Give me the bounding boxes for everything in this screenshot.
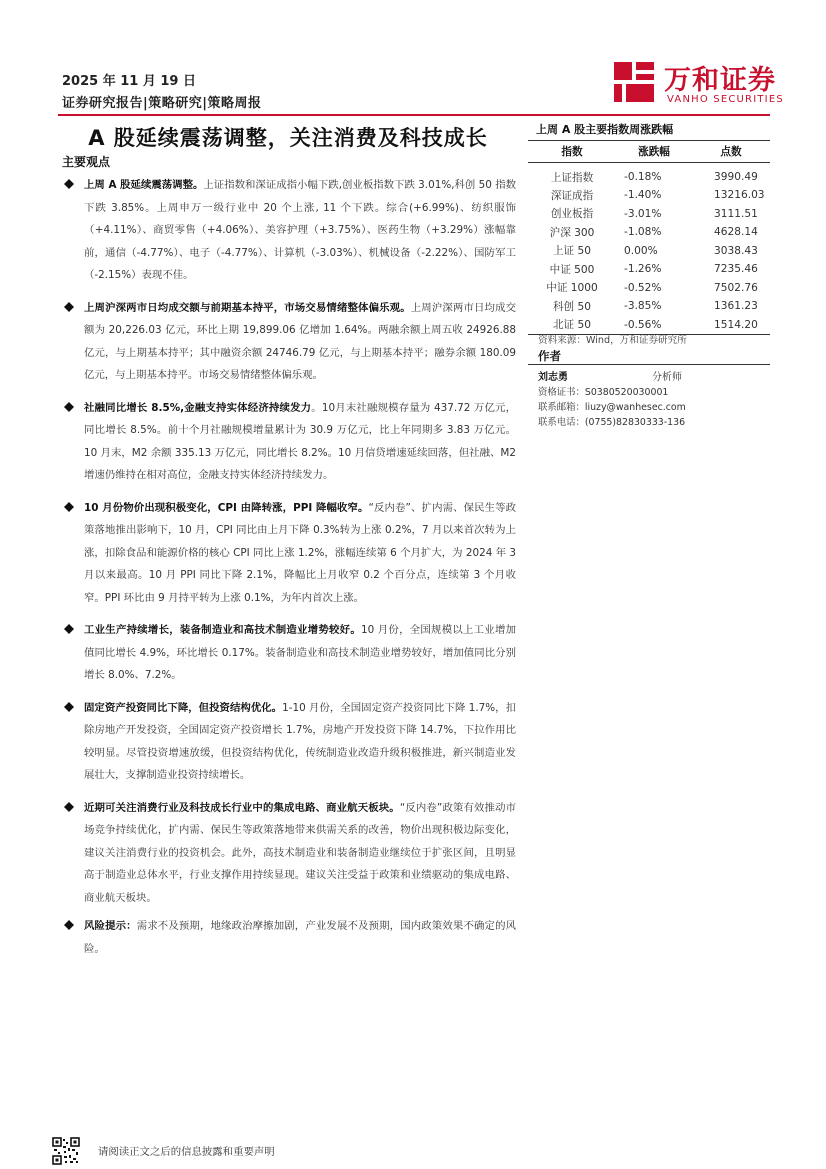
table-row xyxy=(528,242,770,261)
main-point-body: 10 月份，全国规模以上工业增加值同比增长 4.9%，环比增长 0.17%。装备制造业和高技术制造业增势较好，增加值同比分别增长 8.0%、7.2%。 xyxy=(84,624,516,681)
table-cell: 创业板指 xyxy=(550,208,594,221)
risk-warning-heading: 风险提示： xyxy=(84,920,137,932)
diamond-bullet-icon xyxy=(64,179,74,189)
diamond-bullet-icon xyxy=(64,502,74,512)
table-row xyxy=(528,223,770,242)
table-cell: 中证 1000 xyxy=(546,282,598,295)
table-cell: 7235.46 xyxy=(714,263,758,276)
table-cell: 13216.03 xyxy=(714,189,765,202)
section-label-main-points: 主要观点 xyxy=(62,155,111,169)
table-cell: -1.26% xyxy=(624,263,662,276)
diamond-bullet-icon xyxy=(64,702,74,712)
table-cell: 3038.43 xyxy=(714,244,758,257)
table-cell: -0.52% xyxy=(624,281,662,294)
diamond-bullet-icon xyxy=(64,802,74,812)
main-point-heading: 上周 A 股延续震荡调整。 xyxy=(84,179,204,191)
table-cell: 科创 50 xyxy=(552,300,592,313)
column-header-points: 点数 xyxy=(692,142,770,162)
report-type: 证券研究报告|策略研究|策略周报 xyxy=(62,96,262,111)
main-point-heading: 固定资产投资同比下降，但投资结构优化。 xyxy=(84,701,283,714)
header-divider xyxy=(58,114,770,116)
main-point-item xyxy=(62,397,516,487)
main-point-body: 。10月末社融规模存量为 437.72 万亿元，同比增长 8.5%。前十个月社融规模增量累计为 30.9 万亿元，比上年同期多 3.83 万亿元。10 月末，M2 余额 335.13 万亿元，同比增长 8.2%。10 月信贷增速延续回落，但社融、M2 增速仍维持在相对高位，金融支持实体经济持续发力。 xyxy=(84,401,516,481)
main-point-heading: 社融同比增长 8.5%,金融支持实体经济持续发力 xyxy=(84,401,312,414)
diamond-bullet-icon xyxy=(64,624,74,634)
author-section-title: 作者 xyxy=(528,348,770,365)
column-header-index: 指数 xyxy=(528,142,616,162)
company-logo xyxy=(610,56,784,112)
table-cell: -0.56% xyxy=(616,316,692,335)
table-cell: 深证成指 xyxy=(550,189,594,202)
author-email[interactable]: 联系邮箱：liuzy@wanhesec.com xyxy=(538,402,686,413)
table-row xyxy=(528,205,770,224)
table-cell: 北证 50 xyxy=(528,316,616,335)
main-point-heading: 上周沪深两市日均成交额与前期基本持平，市场交易情绪整体偏乐观。 xyxy=(84,301,411,314)
table-row xyxy=(528,186,770,205)
risk-warning-body: 需求不及预期，地缘政治摩擦加剧，产业发展不及预期，国内政策效果不确定的风险。 xyxy=(84,920,516,955)
main-point-item xyxy=(62,497,516,610)
author-certificate: 资格证书：S0380520030001 xyxy=(538,387,669,398)
author-role: 分析师 xyxy=(652,372,682,383)
main-point-item xyxy=(62,174,516,287)
main-point-body: 上周沪深两市日均成交额为 20,226.03 亿元，环比上期 19,899.06 亿增加 1.64%。两融余额上周五收 24926.88 亿元，与上期基本持平；其中融资余额 24746.79 亿元，与上期基本持平；融券余额 180.09 亿元，与上期基本持平。市场交易情绪整体偏乐观。 xyxy=(84,301,517,381)
main-point-body: 1-10 月份，全国固定资产投资同比下降 1.7%，扣除房地产开发投资，全国固定资产投资增长 1.7%，房地产开发投资下降 14.7%，下拉作用比较明显。尽管投资增速放缓，但投资结构优化，传统制造业改造升级积极推进，新兴制造业发展壮大，支撑制造业投资持续增长。 xyxy=(84,701,516,781)
table-cell: 1361.23 xyxy=(714,300,758,313)
table-cell: 沪深 300 xyxy=(549,226,595,239)
main-point-item xyxy=(62,619,516,687)
table-cell: 3990.49 xyxy=(714,171,758,184)
author-phone: 联系电话：(0755)82830333-136 xyxy=(538,417,686,428)
main-point-body: 上证指数和深证成指小幅下跌,创业板指数下跌 3.01%,科创 50 指数下跌 3.85%。上周申万一级行业中 20 个上涨, 11 个下跌。综合(+6.99%)、纺织服饰（+4.11%）、商贸零售（+4.06%）、美容护理（+3.75%）、医药生物（+3.29%）涨幅靠前，通信（-4.77%）、电子（-4.77%）、计算机（-3.03%）、机械设备（-2.22%）、国防军工（-2.15%）表现不佳。 xyxy=(84,179,516,281)
report-title: A 股延续震荡调整，关注消费及科技成长 xyxy=(88,126,488,150)
logo-name-en: VANHO SECURITIES xyxy=(667,94,784,105)
vanho-logo-icon xyxy=(610,58,658,106)
table-cell: 3111.51 xyxy=(714,207,758,220)
main-point-heading: 近期可关注消费行业及科技成长行业中的集成电路、商业航天板块。 xyxy=(84,801,400,814)
table-cell: -0.18% xyxy=(624,171,662,184)
main-points-list xyxy=(62,174,516,960)
table-cell: 4628.14 xyxy=(714,226,758,239)
main-point-item xyxy=(62,297,516,387)
table-source-note: 资料来源：Wind，万和证券研究所 xyxy=(538,335,687,346)
table-row xyxy=(528,162,770,186)
main-point-heading: 工业生产持续增长，装备制造业和高技术制造业增势较好。 xyxy=(84,624,361,636)
main-point-item xyxy=(62,915,516,960)
table-cell: 中证 500 xyxy=(549,263,595,276)
index-table-title: 上周 A 股主要指数周涨跌幅 xyxy=(528,121,770,141)
main-point-item xyxy=(62,797,516,910)
table-cell: 上证 50 xyxy=(552,245,592,258)
diamond-bullet-icon xyxy=(64,402,74,412)
main-point-item xyxy=(62,697,516,787)
table-cell: 0.00% xyxy=(624,244,658,257)
main-point-heading: 10 月份物价出现积极变化，CPI 由降转涨，PPI 降幅收窄。 xyxy=(84,501,369,514)
table-row xyxy=(528,260,770,279)
table-cell: -1.40% xyxy=(624,189,662,202)
table-row xyxy=(528,279,770,298)
table-cell: -1.08% xyxy=(624,226,662,239)
main-point-body: “反内卷”政策有效推动市场竞争持续优化，扩内需、保民生等政策落地带来供需关系的改善，物价出现积极边际变化，建议关注消费行业的投资机会。此外，高技术制造业和装备制造业继续位于扩张区间，且明显高于制造业总体水平，行业支撑作用持续显现。建议关注受益于政策和业绩驱动的集成电路、商业航天板块。 xyxy=(84,801,517,904)
column-header-change: 涨跌幅 xyxy=(616,142,692,162)
diamond-bullet-icon xyxy=(64,920,74,930)
logo-name-cn: 万和证券 xyxy=(664,65,776,96)
diamond-bullet-icon xyxy=(64,302,74,312)
table-cell: 上证指数 xyxy=(550,171,594,184)
qr-code-icon xyxy=(52,1137,80,1165)
table-row xyxy=(528,297,770,316)
table-cell: 1514.20 xyxy=(692,316,770,335)
table-cell: -3.85% xyxy=(624,300,662,313)
disclaimer-note: 请阅读正文之后的信息披露和重要声明 xyxy=(98,1146,275,1158)
table-header-row xyxy=(528,142,770,162)
table-cell: 7502.76 xyxy=(714,281,758,294)
author-name: 刘志勇 xyxy=(538,372,568,383)
table-cell: -3.01% xyxy=(624,207,662,220)
main-point-body: “反内卷”、扩内需、保民生等政策落地推出影响下，10 月，CPI 同比由上月下降 0.3%转为上涨 0.2%，7 月以来首次转为上涨，扣除食品和能源价格的核心 CPI 同比上涨 1.2%，涨幅连续第 6 个月扩大，为 2024 年 3 月以来最高。10 月 PPI 同比下降 2.1%，降幅比上月收窄 0.2 个百分点，连续第 3 个月收窄。PPI 环比由 9 月持平转为上涨 0.1%，为年内首次上涨。 xyxy=(84,501,517,604)
index-performance-table xyxy=(528,142,770,335)
report-date: 2025 年 11 月 19 日 xyxy=(62,74,196,89)
